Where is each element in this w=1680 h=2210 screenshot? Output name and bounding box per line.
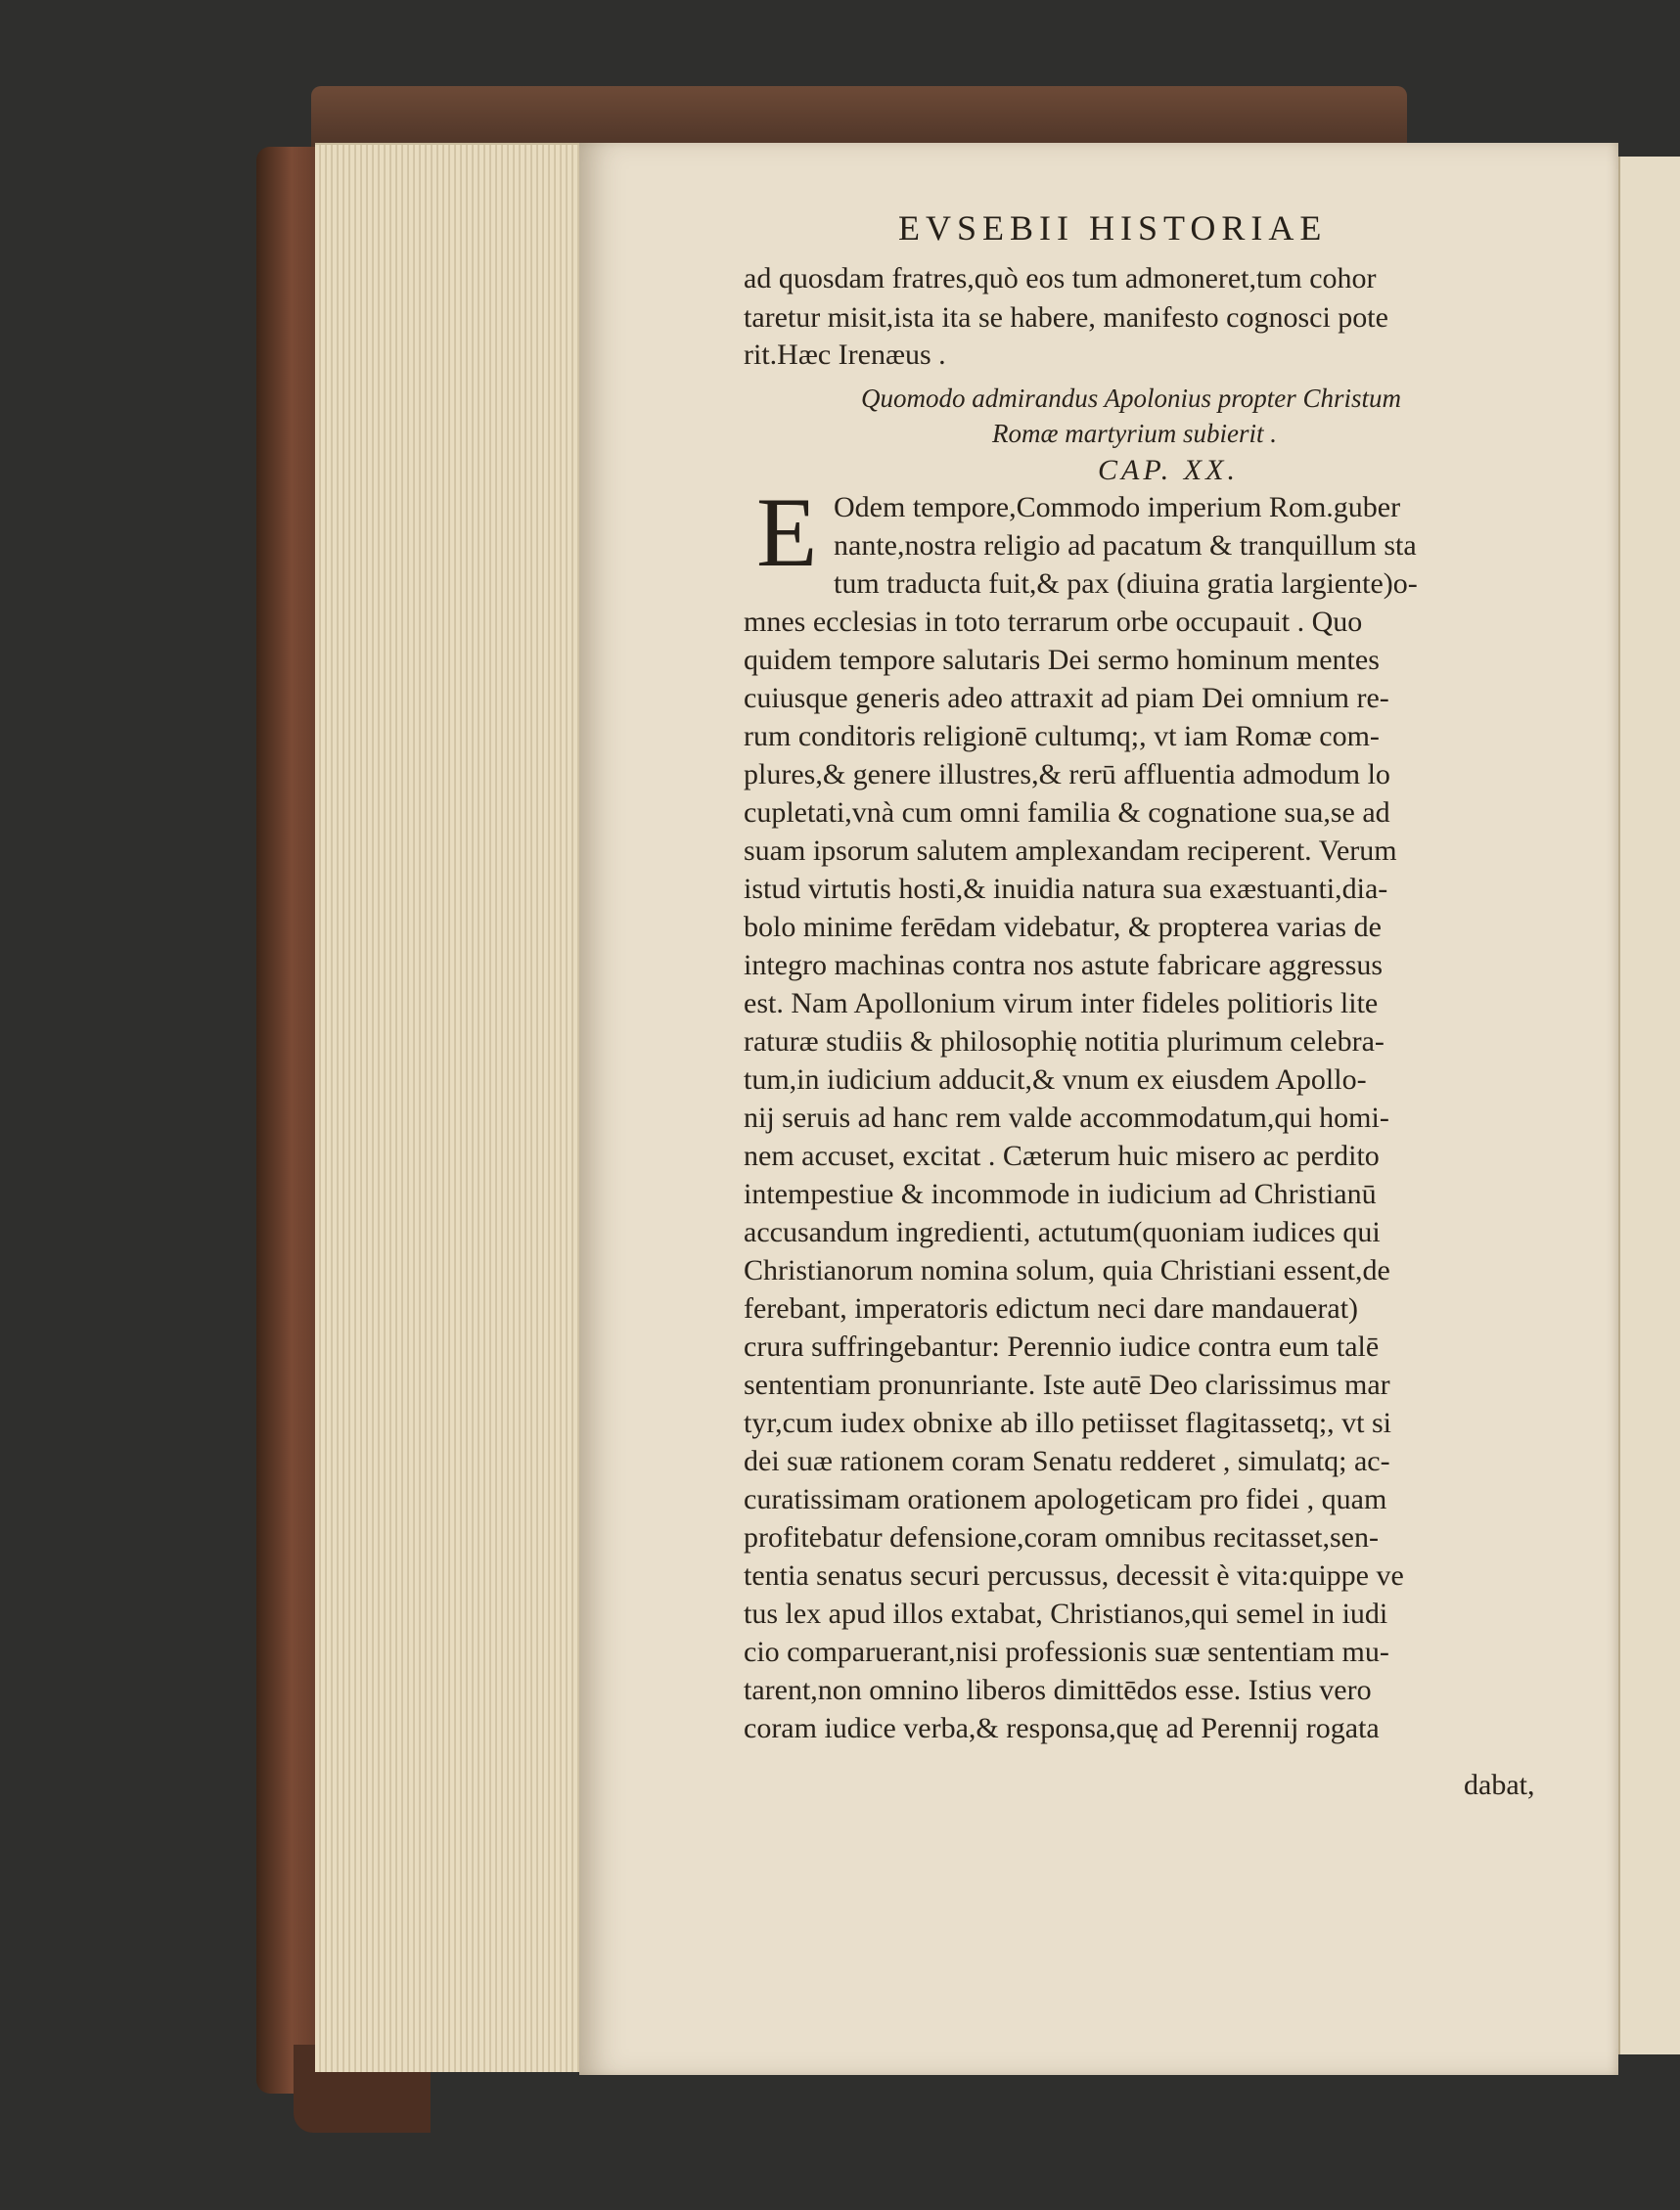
body-line: bolo minime ferēdam videbatur, & propterea varias de	[744, 911, 1382, 943]
body-line: est. Nam Apollonium virum inter fideles politioris lite	[744, 987, 1379, 1019]
body-line: tum traducta fuit,& pax (diuina gratia largiente)o-	[834, 567, 1418, 600]
chapter-heading: Romæ martyrium subierit .	[992, 419, 1278, 448]
facing-page-edge	[1618, 157, 1680, 2054]
text-line: ad quosdam fratres,quò eos tum admoneret,tum cohor	[744, 262, 1377, 294]
body-line: mnes ecclesias in toto terrarum orbe occupauit . Quo	[744, 606, 1363, 638]
body-line: plures,& genere illustres,& rerū affluentia admodum lo	[744, 758, 1390, 790]
body-line: cupletati,vnà cum omni familia & cognatione sua,se ad	[744, 796, 1390, 829]
body-line: nante,nostra religio ad pacatum & tranquillum sta	[834, 529, 1417, 562]
body-line: Odem tempore,Commodo imperium Rom.guber	[834, 491, 1401, 523]
body-line: istud virtutis hosti,& inuidia natura sua exæstuanti,dia-	[744, 873, 1388, 905]
text-line: taretur misit,ista ita se habere, manifesto cognosci pote	[744, 301, 1388, 334]
body-line: Christianorum nomina solum, quia Christiani essent,de	[744, 1254, 1390, 1286]
body-line: suam ipsorum salutem amplexandam reciperent. Verum	[744, 834, 1397, 867]
body-line: raturæ studiis & philosophię notitia plurimum celebra-	[744, 1025, 1385, 1058]
body-line: coram iudice verba,& responsa,quę ad Perennij rogata	[744, 1712, 1380, 1744]
body-line: tarent,non omnino liberos dimittēdos esse. Istius vero	[744, 1674, 1372, 1706]
catchword: dabat,	[1464, 1769, 1535, 1801]
body-line: curatissimam orationem apologeticam pro fidei , quam	[744, 1483, 1387, 1515]
body-line: accusandum ingredienti, actutum(quoniam iudices qui	[744, 1216, 1381, 1248]
body-line: tentia senatus securi percussus, decessit è vita:quippe ve	[744, 1559, 1404, 1592]
chapter-heading: Quomodo admirandus Apolonius propter Christum	[861, 383, 1402, 413]
text-line: rit.Hæc Irenæus .	[744, 338, 946, 371]
body-line: quidem tempore salutaris Dei sermo hominum mentes	[744, 644, 1380, 676]
body-line: crura suffringebantur: Perennio iudice contra eum talē	[744, 1331, 1380, 1363]
body-line: nij seruis ad hanc rem valde accommodatum,qui homi-	[744, 1102, 1389, 1134]
body-line: intempestiue & incommode in iudicium ad Christianū	[744, 1178, 1377, 1210]
body-line: ferebant, imperatoris edictum neci dare mandauerat)	[744, 1292, 1359, 1325]
page-edges	[315, 143, 581, 2072]
body-line: nem accuset, excitat . Cæterum huic misero ac perdito	[744, 1140, 1380, 1172]
body-line: profitebatur defensione,coram omnibus recitasset,sen-	[744, 1521, 1379, 1554]
body-line: dei suæ rationem coram Senatu redderet , simulatq; ac-	[744, 1445, 1390, 1477]
body-line: rum conditoris religionē cultumq;, vt iam Romæ com-	[744, 720, 1380, 752]
running-head: EVSEBII HISTORIAE	[898, 208, 1328, 248]
body-line: tum,in iudicium adducit,& vnum ex eiusdem Apollo-	[744, 1063, 1367, 1096]
initial-letter: E	[756, 477, 818, 588]
chapter-number: CAP. XX.	[1098, 454, 1239, 486]
body-line: tus lex apud illos extabat, Christianos,qui semel in iudi	[744, 1598, 1388, 1630]
body-line: sententiam pronunriante. Iste autē Deo clarissimus mar	[744, 1369, 1390, 1401]
body-line: integro machinas contra nos astute fabricare aggressus	[744, 949, 1384, 981]
body-line: tyr,cum iudex obnixe ab illo petiisset flagitassetq;, vt si	[744, 1407, 1392, 1439]
body-line: cio comparuerant,nisi professionis suæ sententiam mu-	[744, 1636, 1389, 1668]
body-line: cuiusque generis adeo attraxit ad piam Dei omnium re-	[744, 682, 1389, 714]
